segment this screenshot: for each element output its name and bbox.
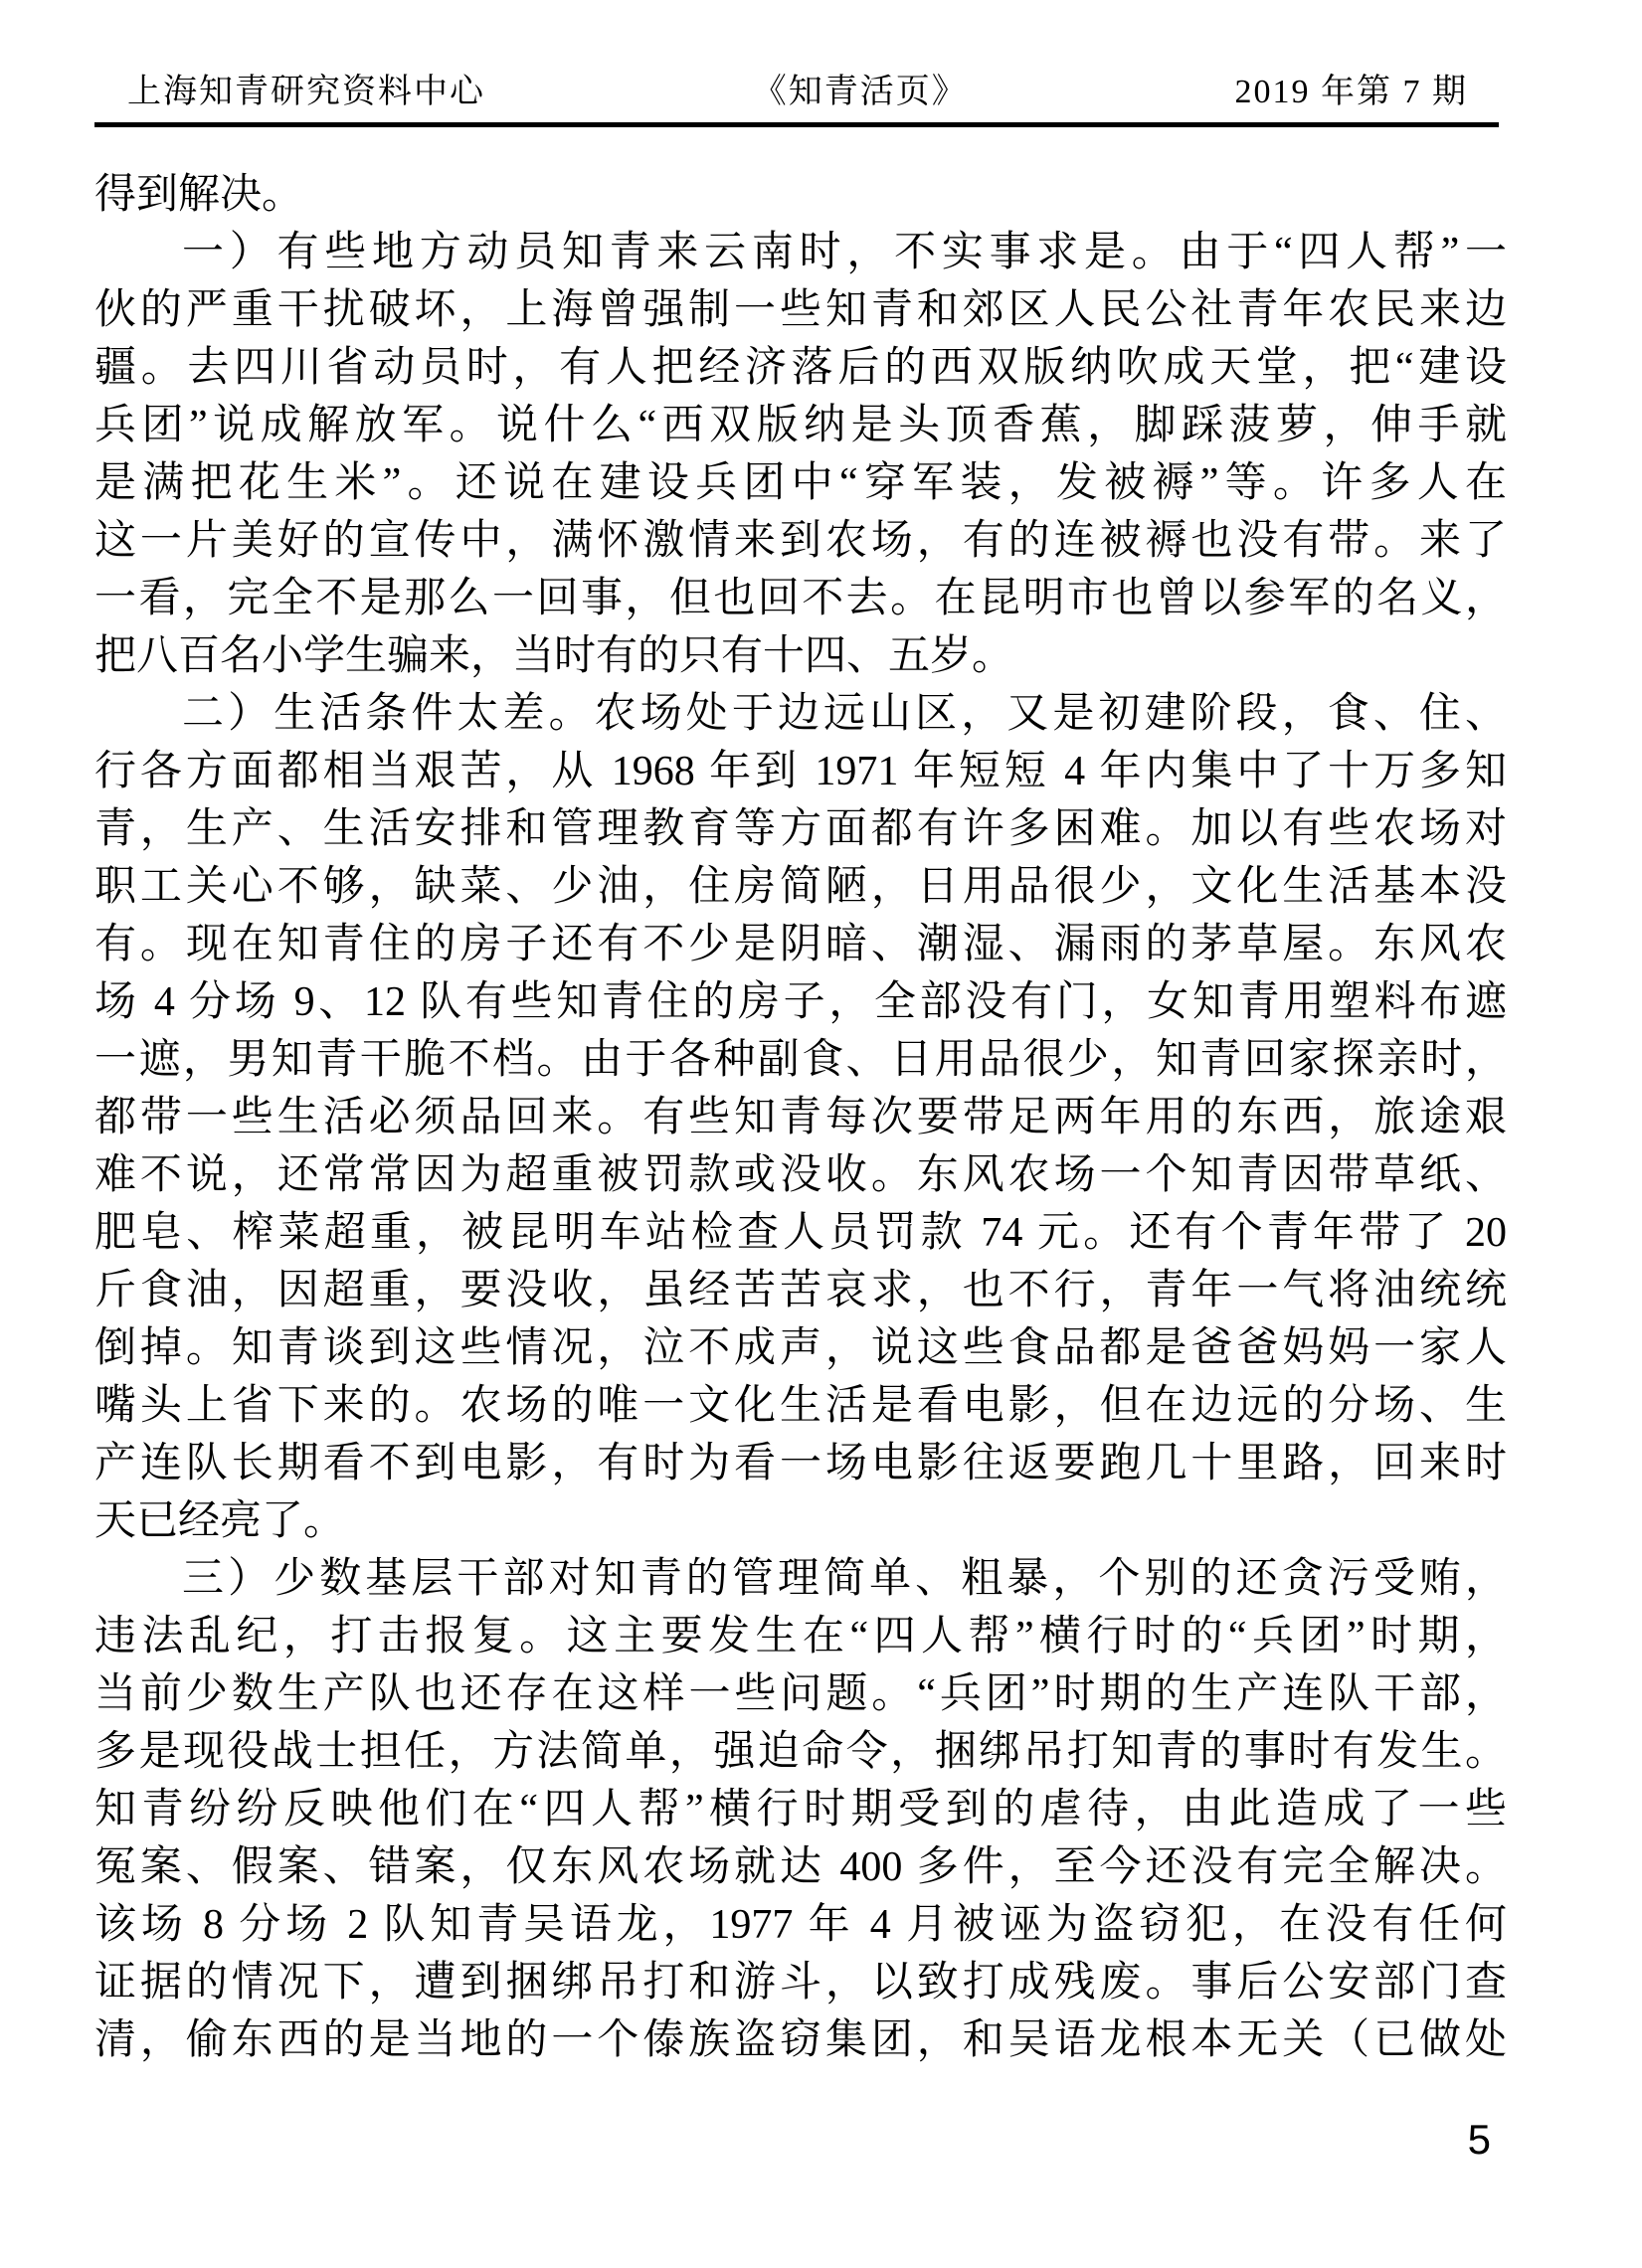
header-divider <box>94 122 1499 127</box>
header-issue: 2019 年第 7 期 <box>1234 74 1468 110</box>
text-line: 是满把花生米”。还说在建设兵团中“穿军装，发被褥”等。许多人在 <box>94 460 1507 506</box>
text-line: 倒掉。知青谈到这些情况，泣不成声，说这些食品都是爸爸妈妈一家人 <box>94 1325 1507 1371</box>
text-line: 这一片美好的宣传中，满怀激情来到农场，有的连被褥也没有带。来了 <box>94 518 1507 564</box>
text-line: 肥皂、榨菜超重，被昆明车站检查人员罚款 74 元。还有个青年带了 20 <box>94 1210 1507 1256</box>
text-line: 职工关心不够，缺菜、少油，住房简陋，日用品很少，文化生活基本没 <box>94 864 1507 910</box>
text-line: 多是现役战士担任，方法简单，强迫命令，捆绑吊打知青的事时有发生。 <box>94 1729 1507 1775</box>
text-line: 难不说，还常常因为超重被罚款或没收。东风农场一个知青因带草纸、 <box>94 1152 1507 1198</box>
text-line: 一遮，男知青干脆不档。由于各种副食、日用品很少，知青回家探亲时， <box>94 1037 1507 1083</box>
text-line: 有。现在知青住的房子还有不少是阴暗、潮湿、漏雨的茅草屋。东风农 <box>94 922 1507 967</box>
text-line: 兵团”说成解放军。说什么“西双版纳是头顶香蕉，脚踩菠萝，伸手就 <box>94 403 1507 448</box>
text-line: 知青纷纷反映他们在“四人帮”横行时期受到的虐待，由此造成了一些 <box>94 1787 1507 1832</box>
text-line: 清，偷东西的是当地的一个傣族盗窃集团，和吴语龙根本无关（已做处 <box>94 2017 1507 2063</box>
text-line: 都带一些生活必须品回来。有些知青每次要带足两年用的东西，旅途艰 <box>94 1095 1507 1140</box>
text-line: 一看，完全不是那么一回事，但也回不去。在昆明市也曾以参军的名义， <box>94 576 1507 621</box>
text-line: 嘴头上省下来的。农场的唯一文化生活是看电影，但在边远的分场、生 <box>94 1383 1507 1429</box>
page-number: 5 <box>1467 2116 1491 2163</box>
text-line: 疆。去四川省动员时，有人把经济落后的西双版纳吹成天堂，把“建设 <box>94 345 1507 391</box>
header-publication-title: 《知青活页》 <box>752 74 968 110</box>
text-line: 天已经亮了。 <box>94 1498 346 1544</box>
text-line: 违法乱纪，打击报复。这主要发生在“四人帮”横行时的“兵团”时期， <box>94 1614 1507 1659</box>
page-header <box>127 64 1468 112</box>
text-line: 二）生活条件太差。农场处于边远山区，又是初建阶段，食、住、 <box>182 691 1507 737</box>
text-line: 冤案、假案、错案，仅东风农场就达 400 多件，至今还没有完全解决。 <box>94 1844 1507 1890</box>
text-line: 伙的严重干扰破坏，上海曾强制一些知青和郊区人民公社青年农民来边 <box>94 287 1507 333</box>
text-line: 场 4 分场 9、12 队有些知青住的房子，全部没有门，女知青用塑料布遮 <box>94 979 1507 1025</box>
text-line: 该场 8 分场 2 队知青吴语龙，1977 年 4 月被诬为盗窃犯，在没有任何 <box>94 1902 1507 1948</box>
text-line: 斤食油，因超重，要没收，虽经苦苦哀求，也不行，青年一气将油统统 <box>94 1268 1507 1313</box>
document-body <box>94 166 1507 2069</box>
text-line: 把八百名小学生骗来，当时有的只有十四、五岁。 <box>94 633 1014 679</box>
text-line: 得到解决。 <box>94 172 304 218</box>
text-line: 证据的情况下，遭到捆绑吊打和游斗，以致打成残废。事后公安部门查 <box>94 1960 1507 2006</box>
header-organization: 上海知青研究资料中心 <box>127 74 485 110</box>
text-line: 三）少数基层干部对知青的管理简单、粗暴，个别的还贪污受贿， <box>182 1556 1507 1602</box>
text-line: 当前少数生产队也还存在这样一些问题。“兵团”时期的生产连队干部， <box>94 1671 1507 1717</box>
text-line: 产连队长期看不到电影，有时为看一场电影往返要跑几十里路，回来时 <box>94 1441 1507 1486</box>
text-line: 行各方面都相当艰苦，从 1968 年到 1971 年短短 4 年内集中了十万多知 <box>94 749 1507 794</box>
text-line: 一）有些地方动员知青来云南时，不实事求是。由于“四人帮”一 <box>182 230 1507 275</box>
text-line: 青，生产、生活安排和管理教育等方面都有许多困难。加以有些农场对 <box>94 806 1507 852</box>
